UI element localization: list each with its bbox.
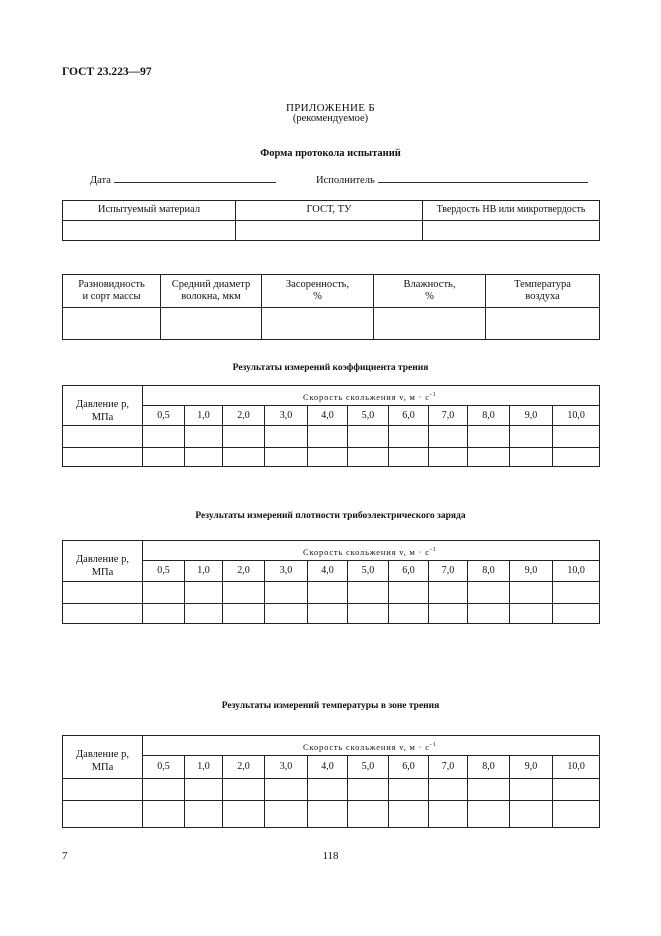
data-cell[interactable] (63, 448, 143, 467)
data-cell[interactable] (185, 779, 223, 801)
speed-value: 0,5 (143, 756, 185, 779)
data-cell[interactable] (223, 801, 265, 828)
date-line[interactable] (114, 173, 276, 183)
data-cell[interactable] (308, 801, 348, 828)
form-title: Форма протокола испытаний (260, 148, 401, 159)
fiber-header-4-l2: воздуха (525, 291, 560, 302)
executor-line[interactable] (378, 173, 588, 183)
data-cell[interactable] (429, 779, 468, 801)
data-cell[interactable] (308, 779, 348, 801)
data-cell[interactable] (389, 426, 429, 448)
executor-field[interactable] (316, 173, 588, 186)
hardness-header: Твердость НВ или микротвердость (423, 201, 600, 221)
data-cell[interactable] (223, 448, 265, 467)
data-cell[interactable] (265, 448, 308, 467)
data-cell[interactable] (143, 582, 185, 604)
data-cell[interactable] (265, 582, 308, 604)
speed-value: 5,0 (348, 756, 389, 779)
speed-exponent: -1 (429, 546, 437, 553)
data-cell[interactable] (63, 426, 143, 448)
speed-value: 5,0 (348, 561, 389, 582)
data-cell[interactable] (308, 604, 348, 624)
data-cell[interactable] (348, 448, 389, 467)
data-cell[interactable] (265, 779, 308, 801)
data-cell[interactable] (223, 779, 265, 801)
results-table-friction (62, 385, 600, 467)
data-cell[interactable] (468, 779, 510, 801)
data-cell[interactable] (348, 604, 389, 624)
fiber-cell[interactable] (161, 308, 262, 340)
page-number: 118 (322, 850, 339, 862)
material-header: Испытуемый материал (63, 201, 236, 221)
data-cell[interactable] (63, 779, 143, 801)
data-cell[interactable] (185, 604, 223, 624)
speed-value: 6,0 (389, 561, 429, 582)
speed-label: Скорость скольжения v, м · c (303, 546, 430, 557)
data-cell[interactable] (308, 426, 348, 448)
speed-value: 6,0 (389, 406, 429, 426)
speed-label: Скорость скольжения v, м · c (303, 741, 430, 752)
data-cell[interactable] (265, 604, 308, 624)
speed-value: 2,0 (223, 756, 265, 779)
data-cell[interactable] (143, 448, 185, 467)
speed-value: 7,0 (429, 406, 468, 426)
speed-value: 3,0 (265, 561, 308, 582)
appendix-subtitle: (рекомендуемое) (292, 113, 369, 124)
data-cell[interactable] (510, 426, 553, 448)
data-cell[interactable] (553, 779, 600, 801)
data-cell[interactable] (553, 426, 600, 448)
fiber-header-0 (63, 275, 161, 308)
speed-value: 8,0 (468, 406, 510, 426)
data-cell[interactable] (223, 582, 265, 604)
material-cell[interactable] (63, 221, 236, 241)
data-cell[interactable] (143, 426, 185, 448)
speed-value: 0,5 (143, 406, 185, 426)
pressure-label: Давление p, (76, 749, 129, 760)
data-cell[interactable] (308, 582, 348, 604)
data-cell[interactable] (63, 582, 143, 604)
speed-header (143, 386, 600, 406)
fiber-header-2-l2: % (313, 291, 322, 302)
date-field[interactable] (90, 173, 276, 186)
speed-value: 8,0 (468, 561, 510, 582)
pressure-unit: МПа (91, 567, 114, 578)
data-cell[interactable] (348, 801, 389, 828)
speed-value: 9,0 (510, 561, 553, 582)
speed-value: 5,0 (348, 406, 389, 426)
data-cell[interactable] (510, 582, 553, 604)
speed-value: 10,0 (553, 756, 600, 779)
data-cell[interactable] (389, 604, 429, 624)
data-cell[interactable] (348, 426, 389, 448)
speed-header (143, 736, 600, 756)
speed-value: 4,0 (308, 756, 348, 779)
data-cell[interactable] (143, 604, 185, 624)
data-cell[interactable] (389, 582, 429, 604)
data-cell[interactable] (389, 801, 429, 828)
gost-header: ГОСТ, ТУ (236, 201, 423, 221)
pressure-label: Давление p, (76, 399, 129, 410)
speed-value: 1,0 (185, 406, 223, 426)
data-cell[interactable] (510, 801, 553, 828)
data-cell[interactable] (63, 604, 143, 624)
data-cell[interactable] (468, 448, 510, 467)
document-code: ГОСТ 23.223—97 (62, 66, 152, 78)
results-title-charge: Результаты измерений плотности трибоэлектрического заряда (195, 511, 466, 521)
data-cell[interactable] (510, 448, 553, 467)
data-cell[interactable] (63, 801, 143, 828)
footer-left-number: 7 (62, 850, 68, 862)
speed-value: 3,0 (265, 756, 308, 779)
fiber-header-0-l1: Разновидность (78, 279, 145, 290)
speed-value: 10,0 (553, 561, 600, 582)
speed-value: 8,0 (468, 756, 510, 779)
data-cell[interactable] (429, 426, 468, 448)
speed-value: 7,0 (429, 561, 468, 582)
fiber-cell[interactable] (486, 308, 600, 340)
pressure-header (63, 736, 143, 779)
data-cell[interactable] (389, 448, 429, 467)
data-cell[interactable] (223, 604, 265, 624)
fiber-header-1-l1: Средний диаметр (171, 279, 251, 290)
data-cell[interactable] (143, 801, 185, 828)
data-cell[interactable] (185, 582, 223, 604)
pressure-header (63, 386, 143, 426)
results-title-friction: Результаты измерений коэффициента трения (232, 363, 429, 373)
speed-value: 10,0 (553, 406, 600, 426)
hardness-cell[interactable] (423, 221, 600, 241)
data-cell[interactable] (553, 582, 600, 604)
material-table (62, 200, 600, 241)
executor-label: Исполнитель (316, 175, 375, 186)
appendix-title: ПРИЛОЖЕНИЕ Б (286, 102, 375, 114)
data-cell[interactable] (468, 582, 510, 604)
speed-value: 4,0 (308, 561, 348, 582)
speed-exponent: -1 (429, 391, 437, 398)
data-cell[interactable] (468, 801, 510, 828)
data-cell[interactable] (510, 604, 553, 624)
fiber-header-1-l2: волокна, мкм (181, 291, 241, 302)
data-cell[interactable] (185, 448, 223, 467)
fiber-cell[interactable] (262, 308, 374, 340)
data-cell[interactable] (185, 801, 223, 828)
data-cell[interactable] (553, 448, 600, 467)
speed-value: 7,0 (429, 756, 468, 779)
fiber-header-4 (486, 275, 600, 308)
fiber-header-0-l2: и сорт массы (82, 291, 141, 302)
fiber-cell[interactable] (374, 308, 486, 340)
fiber-header-2-l1: Засоренность, (285, 279, 350, 290)
speed-exponent: -1 (429, 741, 437, 748)
fiber-table (62, 274, 600, 340)
date-label: Дата (90, 175, 111, 186)
data-cell[interactable] (429, 582, 468, 604)
speed-value: 2,0 (223, 561, 265, 582)
speed-value: 9,0 (510, 756, 553, 779)
fiber-header-3-l2: % (425, 291, 434, 302)
results-table-charge (62, 540, 600, 624)
speed-value: 9,0 (510, 406, 553, 426)
data-cell[interactable] (468, 604, 510, 624)
pressure-header (63, 541, 143, 582)
pressure-unit: МПа (91, 412, 114, 423)
data-cell[interactable] (389, 779, 429, 801)
data-cell[interactable] (468, 426, 510, 448)
data-cell[interactable] (348, 582, 389, 604)
data-cell[interactable] (553, 801, 600, 828)
data-cell[interactable] (265, 426, 308, 448)
data-cell[interactable] (185, 426, 223, 448)
fiber-cell[interactable] (63, 308, 161, 340)
data-cell[interactable] (429, 801, 468, 828)
gost-cell[interactable] (236, 221, 423, 241)
data-cell[interactable] (223, 426, 265, 448)
speed-value: 0,5 (143, 561, 185, 582)
fiber-header-3-l1: Влажность, (403, 279, 456, 290)
data-cell[interactable] (348, 779, 389, 801)
speed-label: Скорость скольжения v, м · c (303, 391, 430, 402)
fiber-header-3 (374, 275, 486, 308)
speed-value: 3,0 (265, 406, 308, 426)
speed-value: 6,0 (389, 756, 429, 779)
speed-header (143, 541, 600, 561)
fiber-header-2 (262, 275, 374, 308)
data-cell[interactable] (308, 448, 348, 467)
data-cell[interactable] (429, 448, 468, 467)
data-cell[interactable] (143, 779, 185, 801)
speed-value: 1,0 (185, 561, 223, 582)
fiber-header-4-l1: Температура (514, 279, 571, 290)
speed-value: 2,0 (223, 406, 265, 426)
results-title-temperature: Результаты измерений температуры в зоне трения (221, 701, 440, 711)
data-cell[interactable] (510, 779, 553, 801)
pressure-unit: МПа (91, 762, 114, 773)
data-cell[interactable] (265, 801, 308, 828)
speed-value: 4,0 (308, 406, 348, 426)
data-cell[interactable] (553, 604, 600, 624)
pressure-label: Давление p, (76, 554, 129, 565)
data-cell[interactable] (429, 604, 468, 624)
speed-value: 1,0 (185, 756, 223, 779)
results-table-temperature (62, 735, 600, 828)
fiber-header-1 (161, 275, 262, 308)
